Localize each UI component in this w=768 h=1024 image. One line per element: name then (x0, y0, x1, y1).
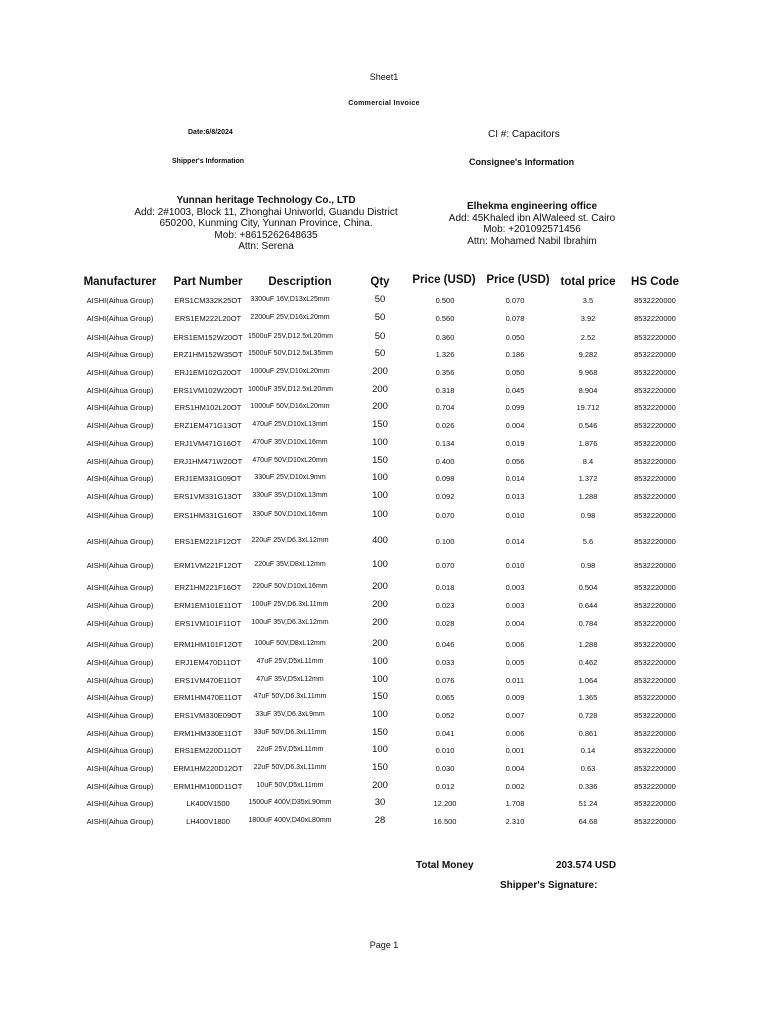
table-row (0, 727, 768, 741)
row-price-usd-2: 0.056 (505, 457, 525, 466)
row-part-number: ERJ1EM102G20OT (174, 368, 242, 377)
row-manufacturer: AISHI(Aihua Group) (86, 386, 154, 395)
table-row (0, 312, 768, 326)
row-total-price: 1.288 (578, 640, 598, 649)
table-row (0, 780, 768, 794)
row-part-number: ERS1VM102W20OT (173, 386, 243, 395)
shipper-mobile: Mob: +8615262648635 (214, 229, 318, 241)
row-price-usd: 0.070 (435, 561, 455, 570)
table-row (0, 815, 768, 829)
row-hs-code: 8532220000 (634, 492, 676, 501)
row-price-usd: 0.065 (435, 693, 455, 702)
row-price-usd: 0.400 (435, 457, 455, 466)
row-manufacturer: AISHI(Aihua Group) (86, 368, 154, 377)
row-price-usd: 0.098 (435, 474, 455, 483)
header-qty: Qty (370, 276, 390, 288)
row-qty: 50 (374, 331, 386, 342)
row-price-usd-2: 0.004 (505, 764, 525, 773)
row-part-number: ERS1HM331G16OT (173, 511, 243, 520)
row-description: 1800uF 400V,D40xL80mm (248, 817, 332, 824)
row-part-number: ERM1EM101E11OT (174, 601, 242, 610)
row-qty: 200 (372, 599, 388, 610)
row-manufacturer: AISHI(Aihua Group) (86, 782, 154, 791)
row-hs-code: 8532220000 (634, 619, 676, 628)
row-description: 330uF 35V,D10xL13mm (252, 492, 328, 499)
row-description: 100uF 35V,D6.3xL12mm (251, 619, 329, 626)
row-part-number: LH400V1800 (186, 817, 230, 826)
header-price-usd: Price (USD) (412, 274, 476, 286)
table-row (0, 674, 768, 688)
row-total-price: 0.63 (580, 764, 596, 773)
row-manufacturer: AISHI(Aihua Group) (86, 439, 154, 448)
row-total-price: 19.712 (576, 403, 600, 412)
row-hs-code: 8532220000 (634, 561, 676, 570)
row-qty: 200 (372, 581, 388, 592)
header-hs-code: HS Code (631, 276, 679, 288)
row-price-usd-2: 1.708 (505, 799, 525, 808)
header-total-price: total price (560, 276, 616, 288)
table-row (0, 559, 768, 573)
row-total-price: 64.68 (578, 817, 598, 826)
table-row (0, 419, 768, 433)
row-part-number: ERM1VM221F12OT (174, 561, 242, 570)
row-qty: 100 (372, 656, 388, 667)
row-price-usd: 0.028 (435, 619, 455, 628)
row-hs-code: 8532220000 (634, 601, 676, 610)
row-description: 470uF 50V,D10xL20mm (252, 457, 328, 464)
row-manufacturer: AISHI(Aihua Group) (86, 729, 154, 738)
row-description: 330uF 50V,D10xL16mm (252, 511, 328, 518)
row-price-usd-2: 0.002 (505, 782, 525, 791)
row-qty: 200 (372, 638, 388, 649)
row-description: 470uF 35V,D10xL16mm (252, 439, 328, 446)
ci-number: CI #: Capacitors (488, 129, 560, 140)
row-description: 2200uF 25V,D16xL20mm (250, 314, 330, 321)
row-total-price: 1.876 (578, 439, 598, 448)
row-qty: 100 (372, 509, 388, 520)
row-manufacturer: AISHI(Aihua Group) (86, 537, 154, 546)
row-qty: 100 (372, 490, 388, 501)
row-part-number: ERS1CM332K25OT (174, 296, 242, 305)
row-description: 3300uF 16V,D13xL25mm (250, 296, 330, 303)
row-manufacturer: AISHI(Aihua Group) (86, 764, 154, 773)
row-total-price: 8.4 (582, 457, 594, 466)
row-part-number: ERM1HM101F12OT (173, 640, 243, 649)
consignee-address: Add: 45Khaled ibn AlWaleed st. Cairo (448, 212, 616, 224)
row-hs-code: 8532220000 (634, 474, 676, 483)
row-part-number: ERJ1HM471W20OT (173, 457, 243, 466)
row-price-usd: 0.076 (435, 676, 455, 685)
row-hs-code: 8532220000 (634, 658, 676, 667)
row-hs-code: 8532220000 (634, 386, 676, 395)
consignee-name: Elhekma engineering office (466, 201, 598, 212)
row-qty: 400 (372, 535, 388, 546)
row-description: 100uF 25V,D6.3xL11mm (251, 601, 329, 608)
row-manufacturer: AISHI(Aihua Group) (86, 296, 154, 305)
table-row (0, 617, 768, 631)
table-row (0, 599, 768, 613)
table-row (0, 331, 768, 345)
row-hs-code: 8532220000 (634, 296, 676, 305)
row-part-number: LK400V1500 (186, 799, 230, 808)
table-row (0, 437, 768, 451)
table-row (0, 535, 768, 549)
row-price-usd-2: 0.001 (505, 746, 525, 755)
table-row (0, 294, 768, 308)
row-part-number: ERJ1VM471G16OT (174, 439, 242, 448)
row-description: 100uF 50V,D8xL12mm (254, 640, 326, 647)
row-price-usd: 0.500 (435, 296, 455, 305)
table-row (0, 581, 768, 595)
row-part-number: ERS1HM102L20OT (174, 403, 242, 412)
row-part-number: ERS1VM101F11OT (174, 619, 242, 628)
row-description: 220uF 50V,D10xL16mm (252, 583, 328, 590)
row-price-usd-2: 0.070 (505, 296, 525, 305)
row-price-usd: 0.010 (435, 746, 455, 755)
row-price-usd: 0.033 (435, 658, 455, 667)
row-hs-code: 8532220000 (634, 711, 676, 720)
row-total-price: 0.14 (580, 746, 596, 755)
row-total-price: 0.462 (578, 658, 598, 667)
row-qty: 28 (374, 815, 386, 826)
row-total-price: 3.5 (582, 296, 594, 305)
row-price-usd: 0.018 (435, 583, 455, 592)
row-price-usd: 0.134 (435, 439, 455, 448)
row-qty: 100 (372, 472, 388, 483)
row-hs-code: 8532220000 (634, 746, 676, 755)
row-total-price: 0.784 (578, 619, 598, 628)
row-price-usd-2: 0.006 (505, 640, 525, 649)
row-hs-code: 8532220000 (634, 439, 676, 448)
row-manufacturer: AISHI(Aihua Group) (86, 492, 154, 501)
row-part-number: ERM1HM330E11OT (173, 729, 243, 738)
row-description: 33uF 50V,D6.3xL11mm (253, 729, 327, 736)
row-price-usd-2: 0.014 (505, 474, 525, 483)
row-total-price: 51.24 (578, 799, 598, 808)
document-title: Commercial Invoice (348, 100, 420, 107)
row-price-usd-2: 0.099 (505, 403, 525, 412)
row-hs-code: 8532220000 (634, 314, 676, 323)
row-manufacturer: AISHI(Aihua Group) (86, 676, 154, 685)
row-price-usd: 0.052 (435, 711, 455, 720)
row-manufacturer: AISHI(Aihua Group) (86, 799, 154, 808)
consignee-mobile: Mob: +201092571456 (483, 224, 581, 235)
row-part-number: ERM1HM470E11OT (173, 693, 243, 702)
row-total-price: 2.52 (580, 333, 596, 342)
row-manufacturer: AISHI(Aihua Group) (86, 817, 154, 826)
row-price-usd: 0.070 (435, 511, 455, 520)
row-total-price: 0.546 (578, 421, 598, 430)
row-price-usd: 0.704 (435, 403, 455, 412)
row-price-usd: 0.012 (435, 782, 455, 791)
row-qty: 150 (372, 691, 388, 702)
row-total-price: 0.98 (580, 561, 596, 570)
row-qty: 30 (374, 797, 386, 808)
row-part-number: ERS1VM470E11OT (174, 676, 242, 685)
total-money-value: 203.574 USD (556, 860, 617, 871)
row-manufacturer: AISHI(Aihua Group) (86, 474, 154, 483)
row-price-usd-2: 0.004 (505, 619, 525, 628)
sheet-name: Sheet1 (369, 72, 399, 82)
row-price-usd-2: 0.010 (505, 561, 525, 570)
row-description: 1500uF 50V,D12.5xL35mm (248, 350, 333, 357)
row-price-usd-2: 0.009 (505, 693, 525, 702)
row-part-number: ERS1VM331G13OT (174, 492, 242, 501)
row-qty: 100 (372, 674, 388, 685)
row-description: 47uF 25V,D5xL11mm (256, 658, 324, 665)
row-price-usd: 0.046 (435, 640, 455, 649)
row-hs-code: 8532220000 (634, 676, 676, 685)
row-total-price: 1.365 (578, 693, 598, 702)
row-manufacturer: AISHI(Aihua Group) (86, 457, 154, 466)
row-price-usd: 0.041 (435, 729, 455, 738)
header-part-number: Part Number (173, 276, 243, 288)
row-part-number: ERS1EM220D11OT (174, 746, 242, 755)
row-manufacturer: AISHI(Aihua Group) (86, 421, 154, 430)
row-hs-code: 8532220000 (634, 583, 676, 592)
row-price-usd: 0.092 (435, 492, 455, 501)
row-price-usd-2: 0.050 (505, 333, 525, 342)
row-description: 220uF 25V,D6.3xL12mm (251, 537, 329, 544)
row-price-usd-2: 0.006 (505, 729, 525, 738)
row-description: 470uF 25V,D10xL13mm (252, 421, 328, 428)
row-price-usd-2: 0.004 (505, 421, 525, 430)
row-description: 22uF 50V,D6.3xL11mm (253, 764, 327, 771)
row-hs-code: 8532220000 (634, 799, 676, 808)
row-hs-code: 8532220000 (634, 782, 676, 791)
row-qty: 200 (372, 401, 388, 412)
shipper-attn: Attn: Serena (238, 241, 294, 252)
row-manufacturer: AISHI(Aihua Group) (86, 583, 154, 592)
row-qty: 50 (374, 348, 386, 359)
row-part-number: ERS1VM330E09OT (174, 711, 242, 720)
row-part-number: ERS1EM152W20OT (173, 333, 243, 342)
row-total-price: 0.644 (578, 601, 598, 610)
shipper-address-line2: 650200, Kunming City, Yunnan Province, China. (159, 218, 373, 229)
row-hs-code: 8532220000 (634, 729, 676, 738)
row-part-number: ERZ1EM471G13OT (174, 421, 242, 430)
row-description: 1000uF 50V,D16xL20mm (250, 403, 330, 410)
row-manufacturer: AISHI(Aihua Group) (86, 746, 154, 755)
header-price-usd-2: Price (USD) (486, 274, 550, 286)
row-price-usd: 12.200 (433, 799, 457, 808)
row-description: 1500uF 25V,D12.5xL20mm (248, 333, 333, 340)
row-manufacturer: AISHI(Aihua Group) (86, 314, 154, 323)
row-qty: 150 (372, 727, 388, 738)
table-row (0, 709, 768, 723)
row-part-number: ERM1HM100D11OT (173, 782, 243, 791)
row-description: 47uF 35V,D5xL12mm (256, 676, 324, 683)
row-qty: 150 (372, 455, 388, 466)
table-row (0, 638, 768, 652)
row-total-price: 0.504 (578, 583, 598, 592)
row-price-usd-2: 2.310 (505, 817, 525, 826)
row-manufacturer: AISHI(Aihua Group) (86, 601, 154, 610)
table-row (0, 366, 768, 380)
row-manufacturer: AISHI(Aihua Group) (86, 333, 154, 342)
table-row (0, 455, 768, 469)
table-row (0, 762, 768, 776)
row-description: 33uF 35V,D6.3xL9mm (255, 711, 325, 718)
row-price-usd: 0.100 (435, 537, 455, 546)
row-qty: 150 (372, 419, 388, 430)
shipper-info-label: Shipper's Information (172, 158, 245, 165)
row-qty: 200 (372, 384, 388, 395)
invoice-date: Date:6/8/2024 (188, 129, 233, 136)
row-description: 10uF 50V,D5xL11mm (256, 782, 324, 789)
row-hs-code: 8532220000 (634, 640, 676, 649)
row-price-usd-2: 0.003 (505, 601, 525, 610)
row-part-number: ERZ1HM221F16OT (174, 583, 242, 592)
table-row (0, 490, 768, 504)
row-part-number: ERJ1EM470D11OT (175, 658, 241, 667)
row-total-price: 1.064 (578, 676, 598, 685)
row-hs-code: 8532220000 (634, 764, 676, 773)
row-part-number: ERS1EM221F12OT (174, 537, 242, 546)
row-total-price: 9.282 (578, 350, 598, 359)
row-description: 1000uF 35V,D12.5xL20mm (248, 386, 333, 393)
row-total-price: 0.861 (578, 729, 598, 738)
row-price-usd-2: 0.007 (505, 711, 525, 720)
row-price-usd-2: 0.003 (505, 583, 525, 592)
table-row (0, 401, 768, 415)
row-part-number: ERS1EM222L20OT (174, 314, 242, 323)
row-total-price: 1.288 (578, 492, 598, 501)
row-manufacturer: AISHI(Aihua Group) (86, 350, 154, 359)
row-price-usd-2: 0.019 (505, 439, 525, 448)
table-row (0, 744, 768, 758)
consignee-block (382, 201, 682, 247)
row-total-price: 0.728 (578, 711, 598, 720)
row-price-usd-2: 0.005 (505, 658, 525, 667)
row-hs-code: 8532220000 (634, 693, 676, 702)
row-total-price: 8.904 (578, 386, 598, 395)
row-qty: 200 (372, 780, 388, 791)
row-price-usd: 0.360 (435, 333, 455, 342)
row-hs-code: 8532220000 (634, 403, 676, 412)
row-price-usd-2: 0.014 (505, 537, 525, 546)
row-total-price: 0.98 (580, 511, 596, 520)
table-row (0, 656, 768, 670)
total-money-label: Total Money (416, 860, 474, 871)
row-qty: 50 (374, 312, 386, 323)
row-part-number: ERZ1HM152W35OT (173, 350, 243, 359)
row-qty: 100 (372, 709, 388, 720)
row-price-usd-2: 0.045 (505, 386, 525, 395)
shipper-signature: Shipper's Signature: (500, 880, 598, 891)
table-row (0, 797, 768, 811)
consignee-info-label: Consignee's Information (469, 157, 575, 167)
shipper-address-line1: Add: 2#1003, Block 11, Zhonghai Uniworld, Guandu District (134, 206, 398, 218)
row-manufacturer: AISHI(Aihua Group) (86, 640, 154, 649)
row-hs-code: 8532220000 (634, 368, 676, 377)
row-qty: 150 (372, 762, 388, 773)
row-price-usd-2: 0.010 (505, 511, 525, 520)
row-price-usd: 0.026 (435, 421, 455, 430)
row-hs-code: 8532220000 (634, 817, 676, 826)
row-description: 220uF 35V,D8xL12mm (254, 561, 326, 568)
row-manufacturer: AISHI(Aihua Group) (86, 511, 154, 520)
consignee-attn: Attn: Mohamed Nabil Ibrahim (467, 235, 597, 247)
row-qty: 100 (372, 744, 388, 755)
row-price-usd: 1.326 (435, 350, 455, 359)
row-total-price: 9.968 (578, 368, 598, 377)
row-hs-code: 8532220000 (634, 421, 676, 430)
table-row (0, 691, 768, 705)
row-price-usd-2: 0.186 (505, 350, 525, 359)
row-hs-code: 8532220000 (634, 537, 676, 546)
header-manufacturer: Manufacturer (83, 276, 157, 288)
table-row (0, 348, 768, 362)
row-qty: 200 (372, 366, 388, 377)
row-qty: 50 (374, 294, 386, 305)
row-description: 22uF 25V,D5xL11mm (256, 746, 324, 753)
row-total-price: 1.372 (578, 474, 598, 483)
row-description: 1500uF 400V,D35xL90mm (248, 799, 332, 806)
row-price-usd: 0.356 (435, 368, 455, 377)
row-price-usd: 0.560 (435, 314, 455, 323)
row-description: 330uF 25V,D10xL9mm (254, 474, 326, 481)
page-number: Page 1 (369, 940, 399, 950)
row-qty: 200 (372, 617, 388, 628)
row-part-number: ERJ1EM331G09OT (174, 474, 242, 483)
row-price-usd: 0.318 (435, 386, 455, 395)
table-row (0, 509, 768, 523)
row-price-usd-2: 0.011 (505, 676, 525, 685)
shipper-name: Yunnan heritage Technology Co., LTD (176, 195, 356, 206)
row-price-usd-2: 0.050 (505, 368, 525, 377)
row-hs-code: 8532220000 (634, 333, 676, 342)
header-description: Description (268, 276, 332, 288)
row-description: 1000uF 25V,D10xL20mm (250, 368, 330, 375)
row-qty: 100 (372, 437, 388, 448)
table-row (0, 472, 768, 486)
row-manufacturer: AISHI(Aihua Group) (86, 693, 154, 702)
row-price-usd: 0.023 (435, 601, 455, 610)
row-total-price: 0.336 (578, 782, 598, 791)
table-row (0, 384, 768, 398)
row-manufacturer: AISHI(Aihua Group) (86, 619, 154, 628)
row-manufacturer: AISHI(Aihua Group) (86, 658, 154, 667)
row-price-usd-2: 0.013 (505, 492, 525, 501)
row-qty: 100 (372, 559, 388, 570)
row-hs-code: 8532220000 (634, 457, 676, 466)
row-price-usd: 0.030 (435, 764, 455, 773)
row-hs-code: 8532220000 (634, 511, 676, 520)
row-manufacturer: AISHI(Aihua Group) (86, 711, 154, 720)
row-part-number: ERM1HM220D12OT (173, 764, 243, 773)
row-hs-code: 8532220000 (634, 350, 676, 359)
row-price-usd-2: 0.078 (505, 314, 525, 323)
row-description: 47uF 50V,D6.3xL11mm (253, 693, 327, 700)
row-price-usd: 16.500 (433, 817, 457, 826)
row-manufacturer: AISHI(Aihua Group) (86, 561, 154, 570)
row-total-price: 3.92 (580, 314, 596, 323)
row-manufacturer: AISHI(Aihua Group) (86, 403, 154, 412)
row-total-price: 5.6 (582, 537, 594, 546)
